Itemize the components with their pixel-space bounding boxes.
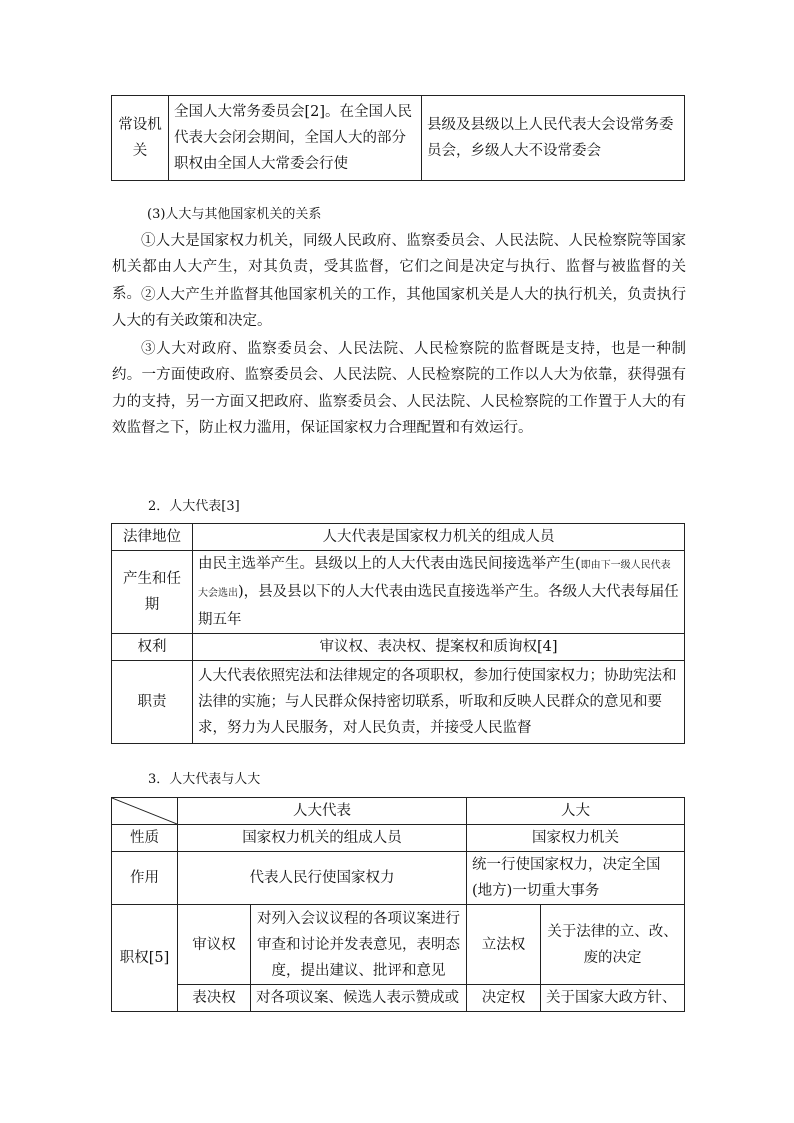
legal-status-value: 人大代表是国家权力机关的组成人员 — [193, 524, 685, 551]
role-npc: 统一行使国家权力，决定全国(地方)一切重大事务 — [467, 852, 685, 905]
diagonal-header-cell — [112, 798, 178, 825]
power-decision-desc: 关于国家大政方针、 — [541, 985, 685, 1012]
npc-standing-committee-cell: 全国人大常务委员会[2]。在全国人民代表大会闭会期间，全国人大的部分职权由全国人大常委会行使 — [169, 96, 422, 181]
section-heading-relations: (3)人大与其他国家机关的关系 — [147, 207, 322, 222]
power-deliberation-desc: 对列入会议议程的各项议案进行审查和讨论并发表意见，表明态度，提出建议、批评和意见 — [251, 905, 467, 985]
power-decision-name: 决定权 — [467, 985, 541, 1012]
paragraph-2: ②人大产生并监督其他国家机关的工作，其他国家机关是人大的执行机关，负责执行人大的有关政策和决定。 — [112, 287, 686, 330]
election-note: 即由下一级人民代表大会选出 — [198, 560, 671, 599]
col-header-npc: 人大 — [467, 798, 685, 825]
paragraph-1: ①人大是国家权力机关，同级人民政府、监察委员会、人民法院、人民检察院等国家机关都由人大产生，对其负责，受其监督，它们之间是决定与执行、监督与被监督的关系。 — [112, 233, 686, 302]
compare-table — [111, 797, 685, 1012]
row-label-rights: 权利 — [112, 634, 193, 661]
row-label-powers: 职权[5] — [112, 905, 178, 1012]
row-label-duties: 职责 — [112, 661, 193, 744]
role-deputy: 代表人民行使国家权力 — [178, 852, 467, 905]
row-label-election-term: 产生和任期 — [112, 551, 193, 634]
local-standing-committee-cell: 县级及县级以上人民代表大会设常务委员会，乡级人大不设常委会 — [422, 96, 685, 181]
row-label-standing-organ: 常设机关 — [112, 96, 169, 181]
row-label-nature: 性质 — [112, 825, 178, 852]
col-header-deputy: 人大代表 — [178, 798, 467, 825]
nature-deputy: 国家权力机关的组成人员 — [178, 825, 467, 852]
power-deliberation-name: 审议权 — [178, 905, 251, 985]
power-legislation-name: 立法权 — [467, 905, 541, 985]
section-heading-compare: 3．人大代表与人大 — [148, 772, 261, 787]
top-table — [111, 95, 685, 181]
row-label-legal-status: 法律地位 — [112, 524, 193, 551]
nature-npc: 国家权力机关 — [467, 825, 685, 852]
rights-value: 审议权、表决权、提案权和质询权[4] — [193, 634, 685, 661]
paragraph-3: ③人大对政府、监察委员会、人民法院、人民检察院的监督既是支持，也是一种制约。一方面使政府、监察委员会、人民法院、人民检察院的工作以人大为依靠，获得强有力的支持，另一方面又把政府、监察委员会、人民法院、人民检察院的工作置于人大的有效监督之下，防止权力滥用，保证国家权力合理配置和有效运行。 — [112, 341, 686, 437]
duties-value: 人大代表依照宪法和法律规定的各项职权，参加行使国家权力；协助宪法和法律的实施；与人民群众保持密切联系，听取和反映人民群众的意见和要求，努力为人民服务，对人民负责，并接受人民监督 — [193, 661, 685, 744]
deputies-table — [111, 523, 685, 744]
section-heading-deputies: 2．人大代表[3] — [148, 499, 240, 514]
power-legislation-desc: 关于法律的立、改、废的决定 — [541, 905, 685, 985]
power-voting-name: 表决权 — [178, 985, 251, 1012]
election-term-value: 由民主选举产生。县级以上的人大代表由选民间接选举产生(即由下一级人民代表大会选出)，县及县以下的人大代表由选民直接选举产生。各级人大代表每届任期五年 — [193, 551, 685, 634]
row-label-role: 作用 — [112, 852, 178, 905]
power-voting-desc: 对各项议案、候选人表示赞成或 — [251, 985, 467, 1012]
